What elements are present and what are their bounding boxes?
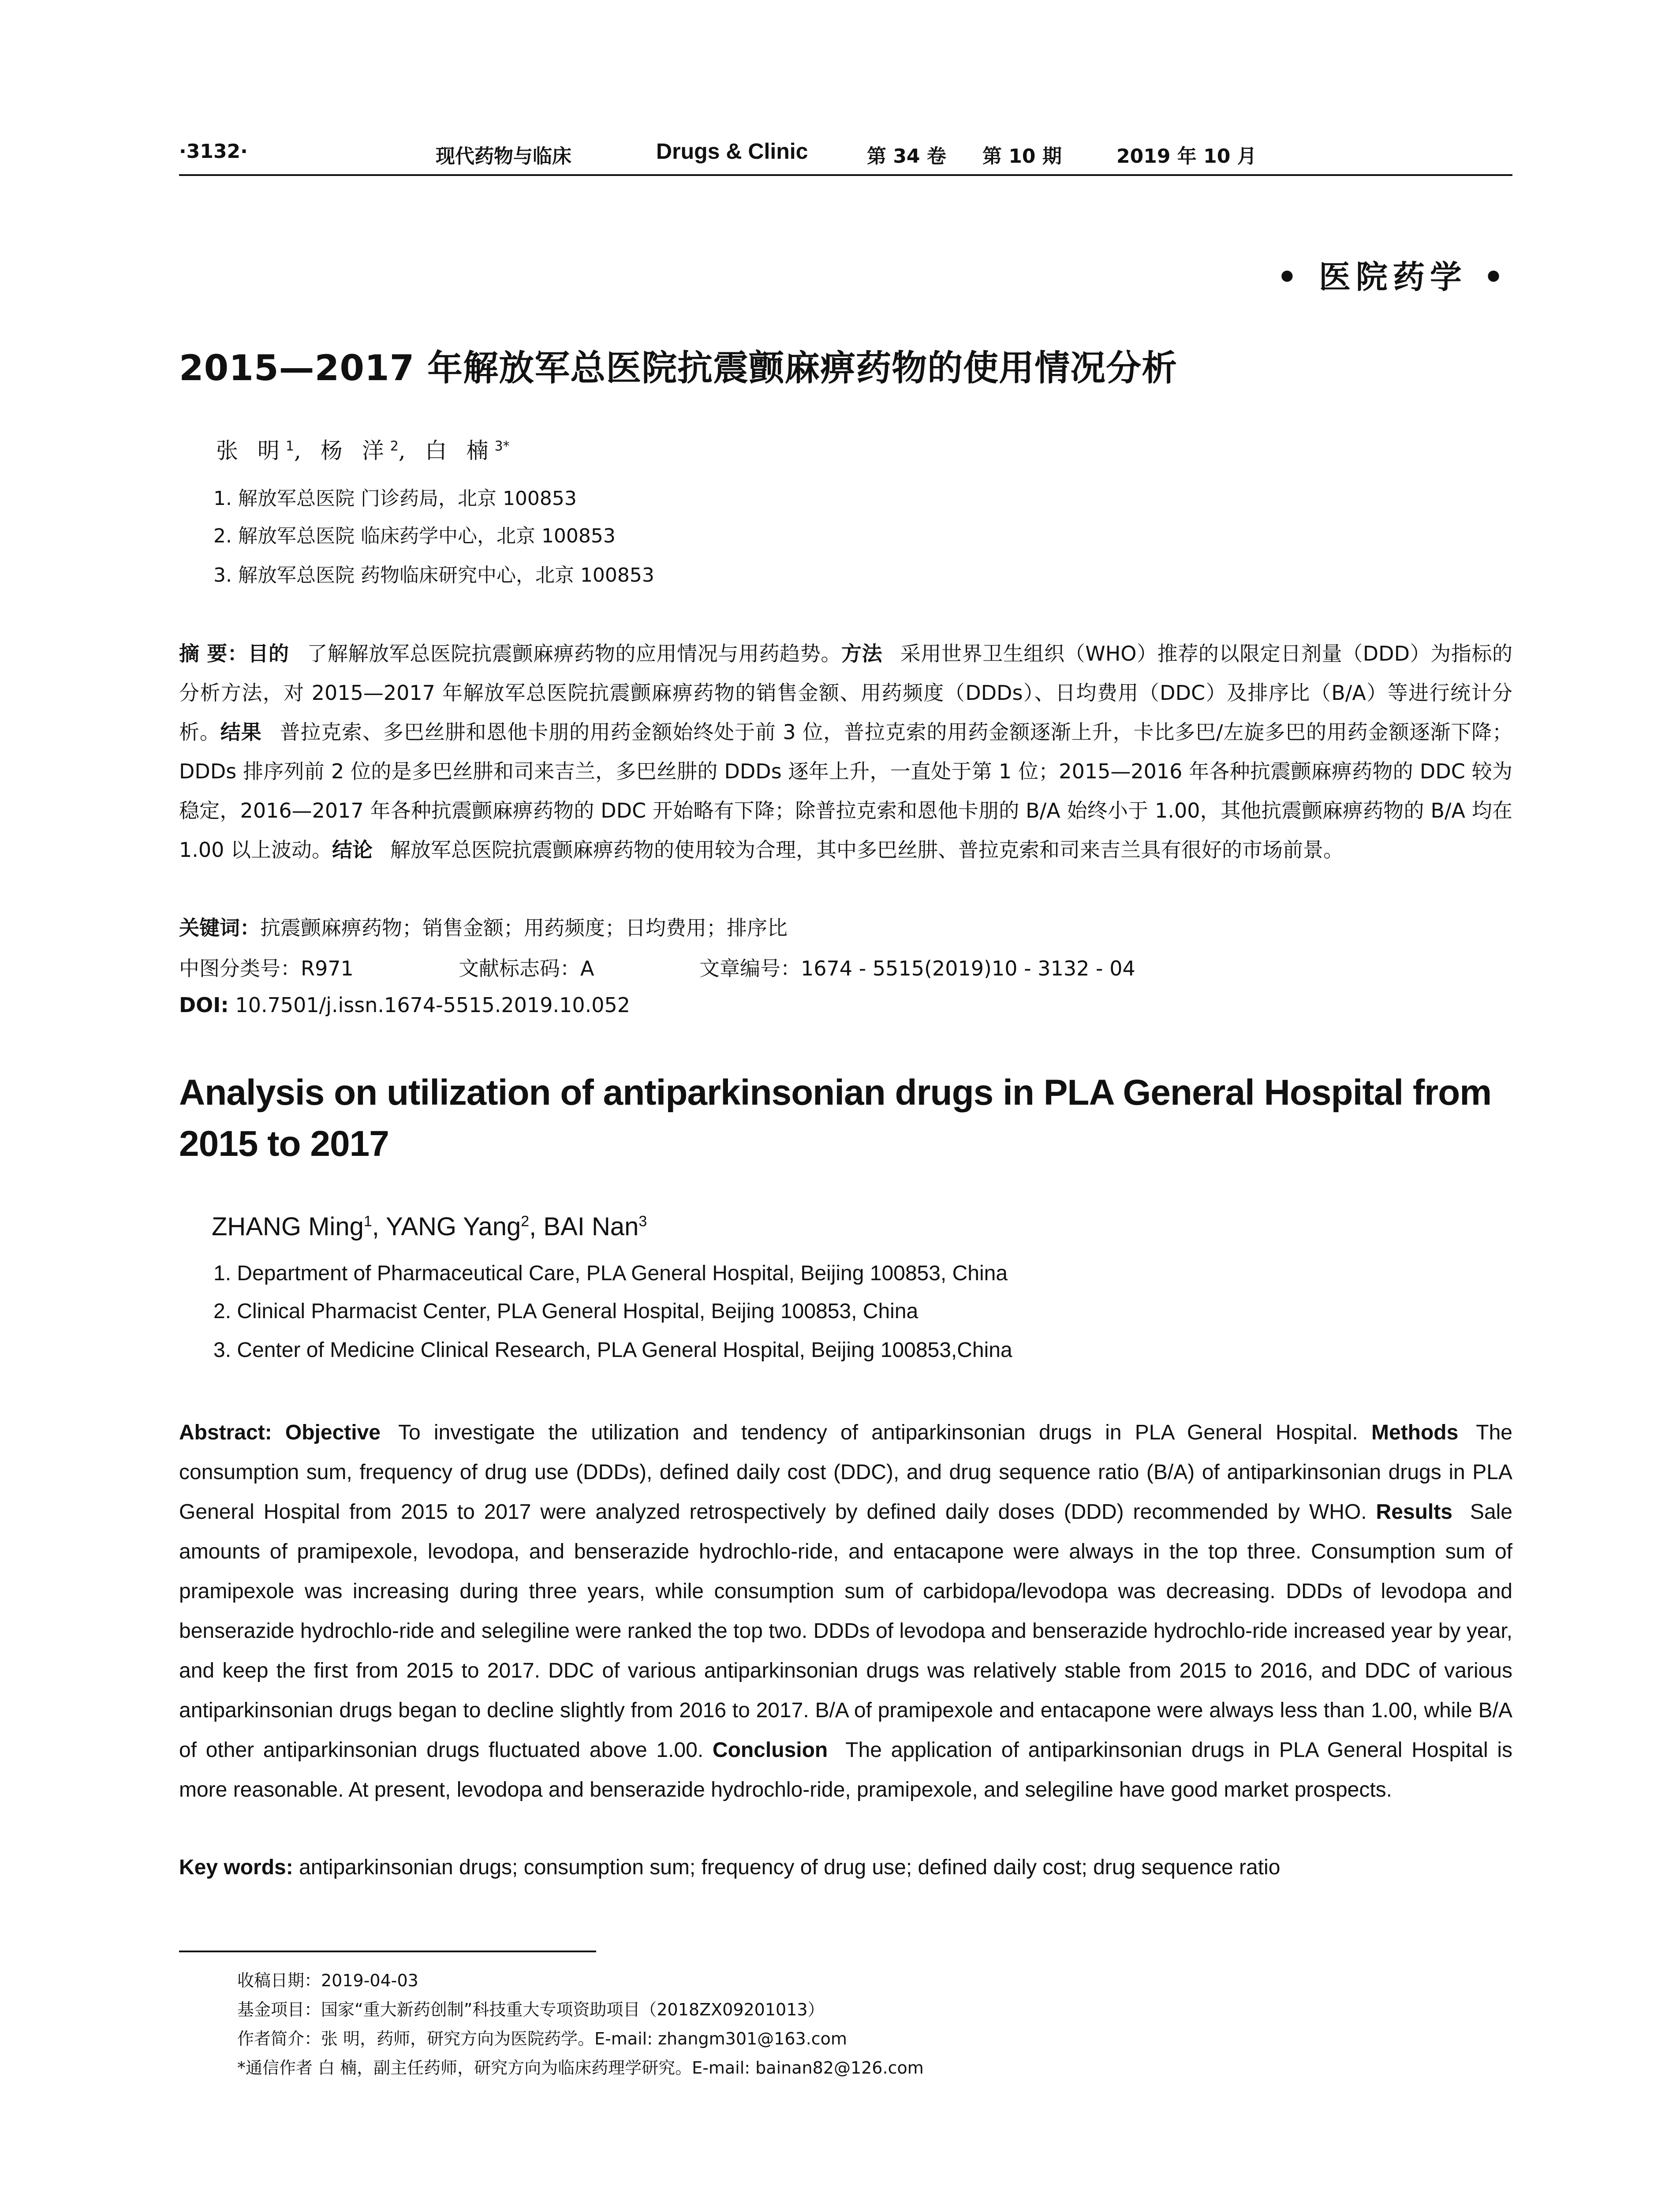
author-cn-1-sup: 1 [285, 438, 294, 454]
title-en: Analysis on utilization of antiparkinsonian drugs in PLA General Hospital from 2015 to 2017 [179, 1073, 1492, 1164]
keywords-cn [179, 912, 788, 941]
journal-volume: 第 34 卷 [867, 145, 946, 168]
keywords-en-label: Key words: [179, 1856, 293, 1879]
affiliation-cn-2: 2. 解放军总医院 临床药学中心，北京 100853 [213, 525, 616, 547]
author-en-1: ZHANG Ming [212, 1212, 364, 1241]
doi [179, 993, 630, 1017]
objective-en-label: Objective [285, 1421, 381, 1444]
results-cn-text: 普拉克索、多巴丝肼和恩他卡朋的用药金额始终处于前 3 位，普拉克索的用药金额逐渐上升，卡比多巴/左旋多巴的用药金额逐渐下降；DDDs 排序列前 2 位的是多巴丝肼和司来吉兰，多巴丝肼的 DDDs 逐年上升，一直处于第 1 位；2015—2016 年各种抗震颤麻痹药物的 DDC 较为稳定，2016—2017 年各种抗震颤麻痹药物的 DDC 开始略有下降；除普拉克索和恩他卡朋的 B/A 始终小于 1.00，其他抗震颤麻痹药物的 B/A 均在 1.00 以上波动。 [179, 720, 1513, 862]
document-code: 文献标志码：A [459, 957, 594, 980]
abstract-en-label: Abstract: [179, 1421, 272, 1444]
author-en-3: BAI Nan [543, 1212, 639, 1241]
clc-number: 中图分类号：R971 [179, 957, 354, 980]
results-en-text: Sale amounts of pramipexole, levodopa, and benserazide hydrochlo-ride, and entacapone were always in the top three. Consumption sum of pramipexole was increasing during three years, while consumption sum of carbidopa/levodopa was decreasing. DDDs of levodopa and benserazide hydrochlo-ride and selegiline were ranked the top two. DDDs of levodopa and benserazide hydrochlo-ride increased year by year, and keep the first from 2015 to 2017. DDC of various antiparkinsonian drugs was relatively stable from 2015 to 2016, and DDC of various antiparkinsonian drugs began to decline slightly from 2016 to 2017. B/A of pramipexole and entacapone were always less than 1.00, while B/A of other antiparkinsonian drugs fluctuated above 1.00. [179, 1500, 1512, 1762]
conclusion-cn-text: 解放军总医院抗震颤麻痹药物的使用较为合理，其中多巴丝肼、普拉克索和司来吉兰具有很好的市场前景。 [390, 838, 1344, 862]
conclusion-en-text: The application of antiparkinsonian drugs in PLA General Hospital is more reasonable. At present, levodopa and benserazide hydrochlo-ride, pramipexole, and selegiline have good market prospects. [179, 1738, 1512, 1801]
journal-date: 2019 年 10 月 [1116, 145, 1257, 168]
methods-cn-text: 采用世界卫生组织（WHO）推荐的以限定日剂量（DDD）为指标的分析方法，对 2015—2017 年解放军总医院抗震颤麻痹药物的销售金额、用药频度（DDDs）、日均费用（DDC）及排序比（B/A）等进行统计分析。 [179, 642, 1513, 744]
abstract-cn [179, 634, 1512, 870]
results-cn-label: 结果 [220, 720, 262, 744]
keywords-en-text: antiparkinsonian drugs; consumption sum; frequency of drug use; defined daily cost; drug sequence ratio [299, 1856, 1281, 1879]
footnote-corresponding: *通信作者 白 楠，副主任药师，研究方向为临床药理学研究。E-mail: bainan82@126.com [237, 2058, 924, 2078]
results-en-label: Results [1376, 1500, 1452, 1524]
author-cn-3: 白 楠 [425, 438, 495, 463]
journal-name-en: Drugs & Clinic [656, 139, 808, 164]
author-cn-3-sup: 3* [494, 438, 510, 454]
methods-cn-label: 方法 [841, 642, 883, 665]
objective-en-text: To investigate the utilization and tendency of antiparkinsonian drugs in PLA General Hospital. [398, 1421, 1358, 1444]
author-cn-2: 杨 洋 [320, 438, 390, 463]
author-en-1-sup: 1 [363, 1213, 372, 1230]
author-en-2-sup: 2 [521, 1213, 530, 1230]
objective-cn-label: 目的 [248, 642, 289, 665]
keywords-cn-label: 关键词： [179, 916, 260, 940]
abstract-cn-label: 摘 要： [179, 642, 248, 665]
footnote-rule [179, 1951, 596, 1952]
title-cn: 2015—2017 年解放军总医院抗震颤麻痹药物的使用情况分析 [179, 348, 1178, 389]
header-rule [179, 174, 1512, 176]
author-en-3-sup: 3 [638, 1213, 647, 1230]
conclusion-en-label: Conclusion [712, 1738, 828, 1762]
objective-cn-text: 了解解放军总医院抗震颤麻痹药物的应用情况与用药趋势。 [306, 642, 841, 665]
journal-issue: 第 10 期 [982, 145, 1062, 168]
keywords-cn-text: 抗震颤麻痹药物；销售金额；用药频度；日均费用；排序比 [260, 916, 788, 940]
author-en-2: YANG Yang [385, 1212, 521, 1241]
footnote-received: 收稿日期：2019-04-03 [237, 1971, 418, 1990]
journal-name-cn: 现代药物与临床 [436, 145, 571, 168]
affiliation-en-2: 2. Clinical Pharmacist Center, PLA General Hospital, Beijing 100853, China [213, 1300, 918, 1323]
keywords-en [179, 1848, 1512, 1887]
doi-value: 10.7501/j.issn.1674-5515.2019.10.052 [235, 993, 631, 1017]
author-cn-2-sup: 2 [390, 438, 399, 454]
affiliation-cn-1: 1. 解放军总医院 门诊药局，北京 100853 [213, 487, 577, 510]
affiliation-en-3: 3. Center of Medicine Clinical Research, PLA General Hospital, Beijing 100853,China [213, 1338, 1012, 1362]
doi-label: DOI: [179, 993, 229, 1017]
methods-en-text: The consumption sum, frequency of drug use (DDDs), defined daily cost (DDC), and drug sequence ratio (B/A) of antiparkinsonian drugs in PLA General Hospital from 2015 to 2017 were analyzed retrospectively by defined daily doses (DDD) recommended by WHO. [179, 1421, 1512, 1524]
abstract-en [179, 1413, 1512, 1810]
page-number: ·3132· [179, 140, 248, 163]
methods-en-label: Methods [1371, 1421, 1459, 1444]
affiliation-en-1: 1. Department of Pharmaceutical Care, PLA General Hospital, Beijing 100853, China [213, 1262, 1008, 1285]
section-tag: • 医院药学 • [1277, 258, 1509, 295]
conclusion-cn-label: 结论 [332, 838, 373, 862]
article-number: 文章编号：1674 - 5515(2019)10 - 3132 - 04 [699, 957, 1135, 980]
footnote-author-bio: 作者简介：张 明，药师，研究方向为医院药学。E-mail: zhangm301@163.com [237, 2029, 847, 2048]
footnote-funding: 基金项目：国家“重大新药创制”科技重大专项资助项目（2018ZX09201013） [237, 2000, 825, 2019]
authors-cn: 张 明$^1$, 杨 洋$^2$, 白 楠$^{3*}$ [216, 438, 510, 463]
affiliation-cn-3: 3. 解放军总医院 药物临床研究中心，北京 100853 [213, 564, 654, 587]
author-cn-1: 张 明 [216, 438, 286, 463]
authors-en: ZHANG Ming$^1$, YANG Yang$^2$, BAI Nan$^3$ [212, 1212, 647, 1241]
